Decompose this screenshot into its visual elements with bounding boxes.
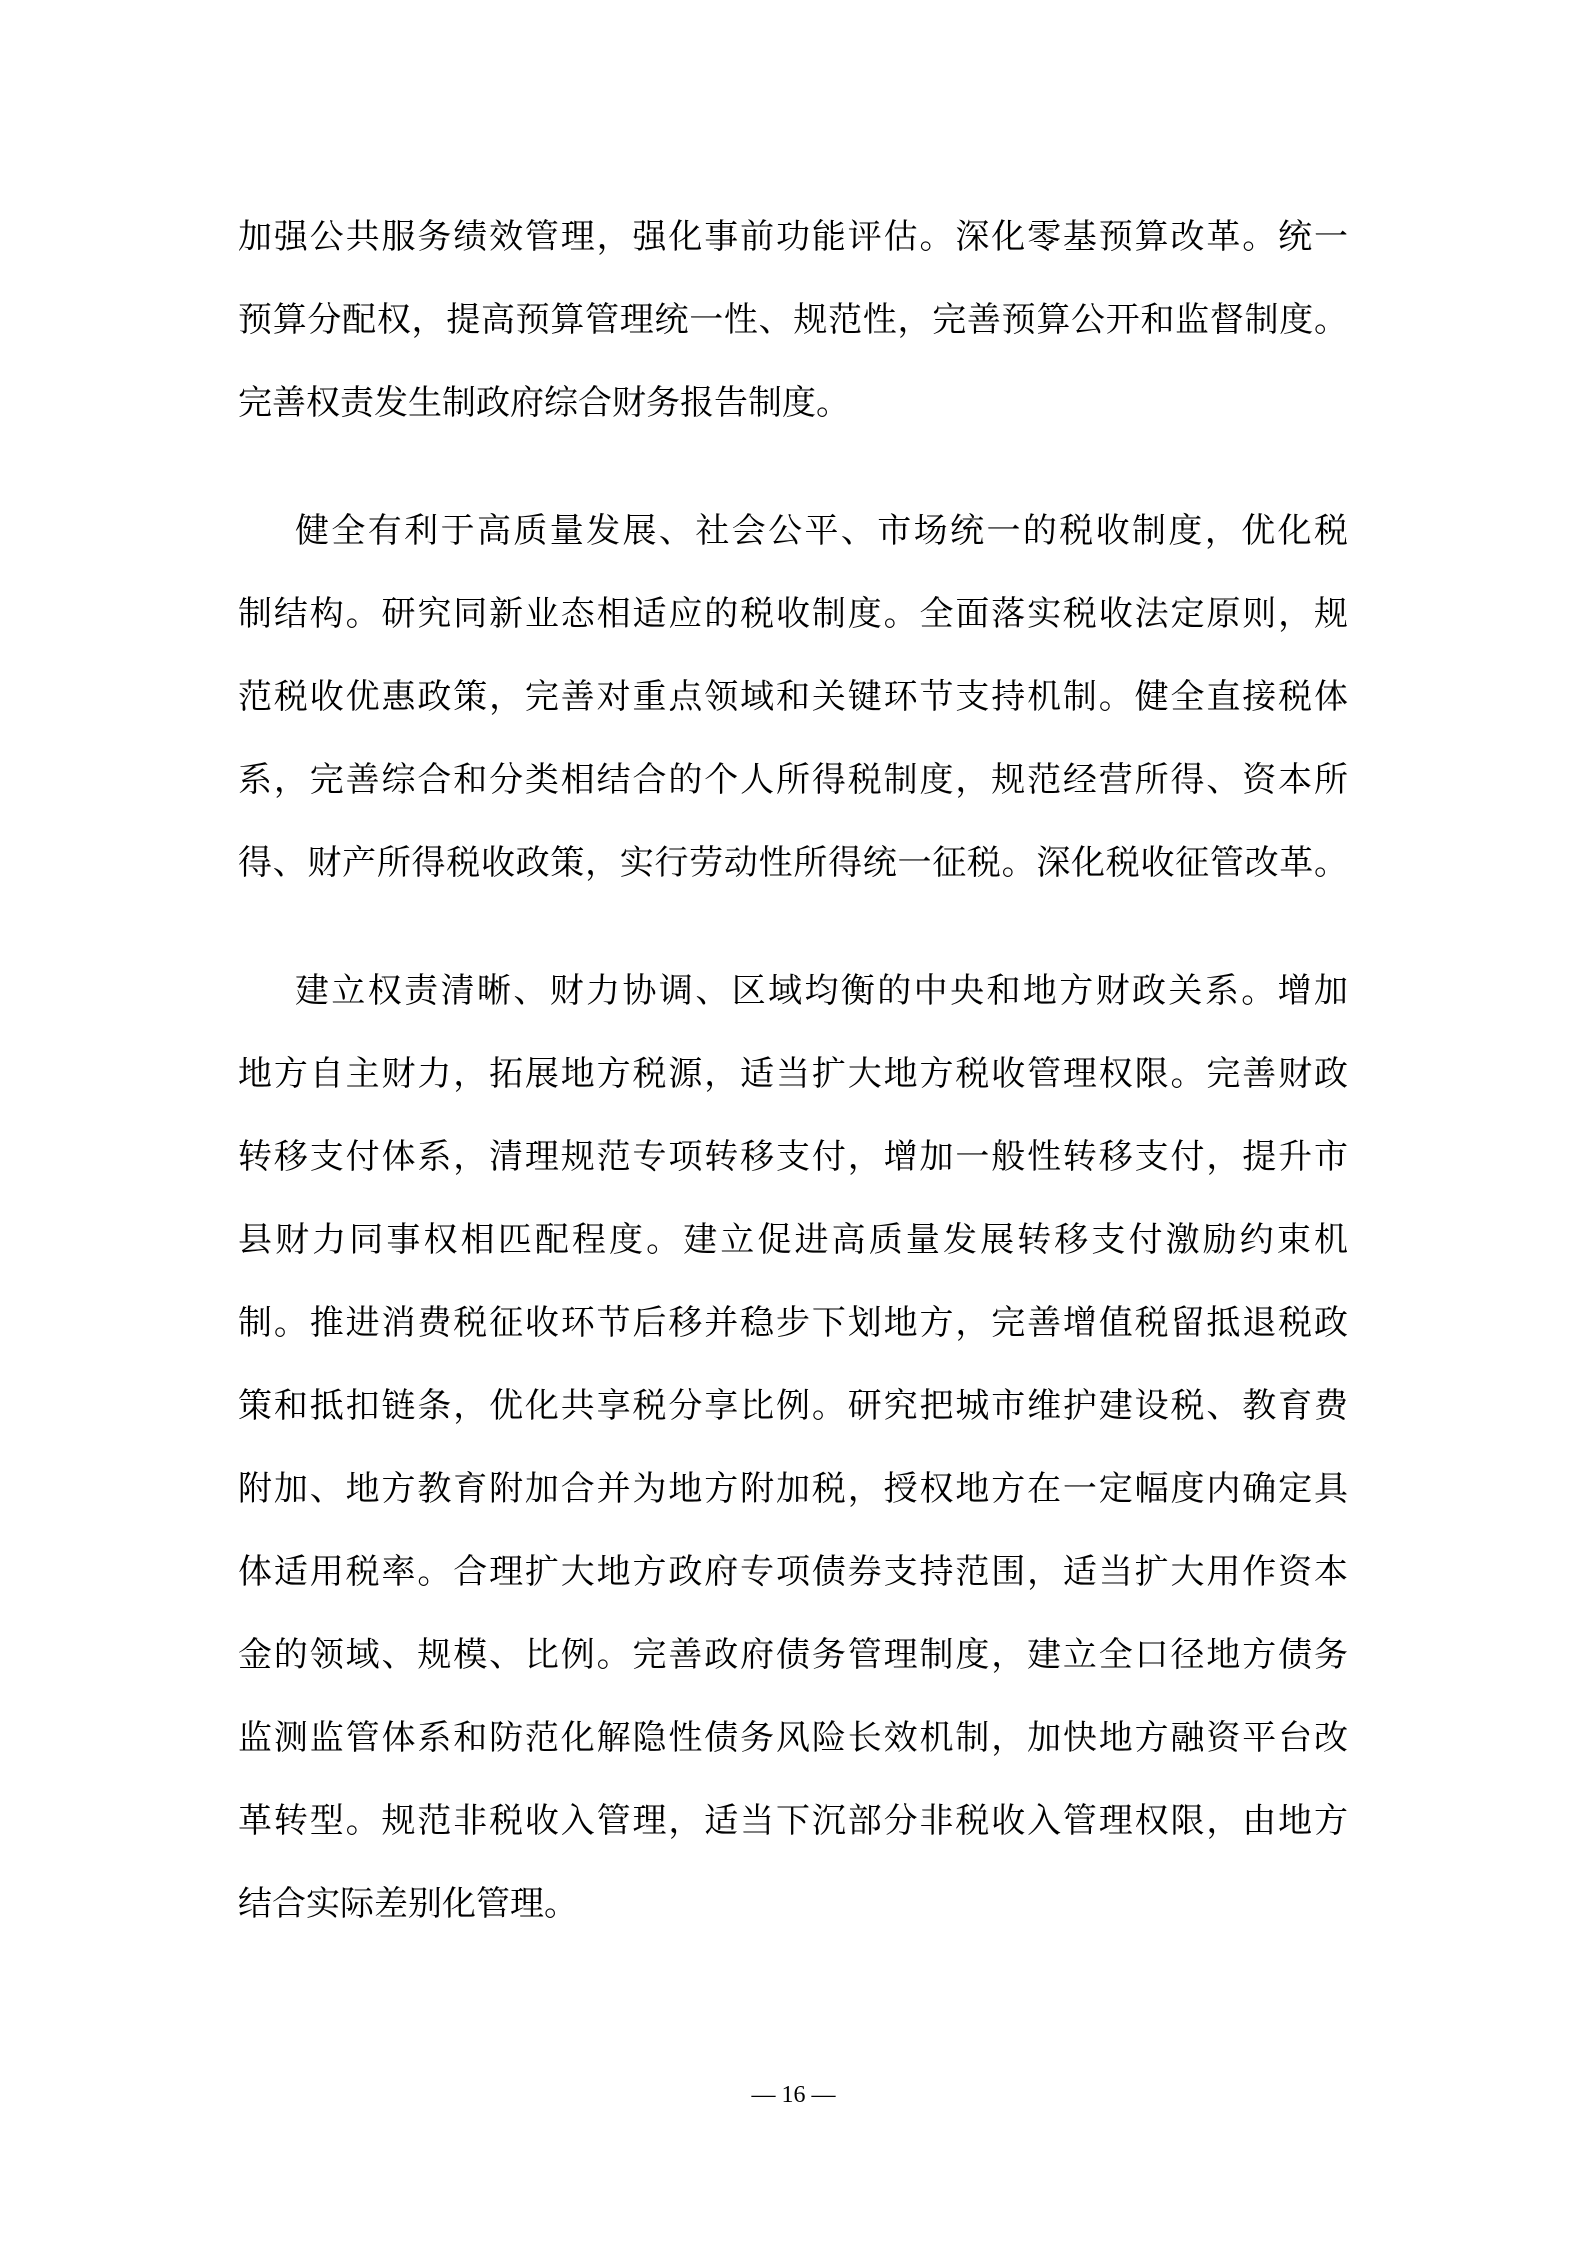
text-line: 制结构。研究同新业态相适应的税收制度。全面落实税收法定原则，规 <box>238 595 1348 633</box>
paragraph <box>238 490 1348 905</box>
page-body-text <box>238 196 1348 1991</box>
text-line: 体适用税率。合理扩大地方政府专项债券支持范围，适当扩大用作资本 <box>238 1553 1348 1591</box>
text-line: 金的领域、规模、比例。完善政府债务管理制度，建立全口径地方债务 <box>238 1636 1348 1674</box>
paragraph <box>238 196 1348 445</box>
text-line: 策和抵扣链条，优化共享税分享比例。研究把城市维护建设税、教育费 <box>238 1387 1348 1425</box>
text-line: 建立权责清晰、财力协调、区域均衡的中央和地方财政关系。增加 <box>295 972 1348 1010</box>
text-line: 系，完善综合和分类相结合的个人所得税制度，规范经营所得、资本所 <box>238 761 1348 799</box>
text-line: 结合实际差别化管理。 <box>238 1885 578 1923</box>
text-line: 加强公共服务绩效管理，强化事前功能评估。深化零基预算改革。统一 <box>238 218 1348 256</box>
text-line: 预算分配权，提高预算管理统一性、规范性，完善预算公开和监督制度。 <box>238 301 1348 339</box>
page-number: — 16 — <box>751 2082 836 2108</box>
text-line: 革转型。规范非税收入管理，适当下沉部分非税收入管理权限，由地方 <box>238 1802 1348 1840</box>
text-line: 转移支付体系，清理规范专项转移支付，增加一般性转移支付，提升市 <box>238 1138 1348 1176</box>
text-line: 附加、地方教育附加合并为地方附加税，授权地方在一定幅度内确定具 <box>238 1470 1348 1508</box>
text-line: 县财力同事权相匹配程度。建立促进高质量发展转移支付激励约束机 <box>238 1221 1348 1259</box>
text-line: 完善权责发生制政府综合财务报告制度。 <box>238 384 850 422</box>
text-line: 范税收优惠政策，完善对重点领域和关键环节支持机制。健全直接税体 <box>238 678 1348 716</box>
text-line: 监测监管体系和防范化解隐性债务风险长效机制，加快地方融资平台改 <box>238 1719 1348 1757</box>
text-line: 健全有利于高质量发展、社会公平、市场统一的税收制度，优化税 <box>295 512 1348 550</box>
text-line: 制。推进消费税征收环节后移并稳步下划地方，完善增值税留抵退税政 <box>238 1304 1348 1342</box>
paragraph <box>238 950 1348 1946</box>
text-line: 地方自主财力，拓展地方税源，适当扩大地方税收管理权限。完善财政 <box>238 1055 1348 1093</box>
text-line: 得、财产所得税收政策，实行劳动性所得统一征税。深化税收征管改革。 <box>238 844 1348 882</box>
